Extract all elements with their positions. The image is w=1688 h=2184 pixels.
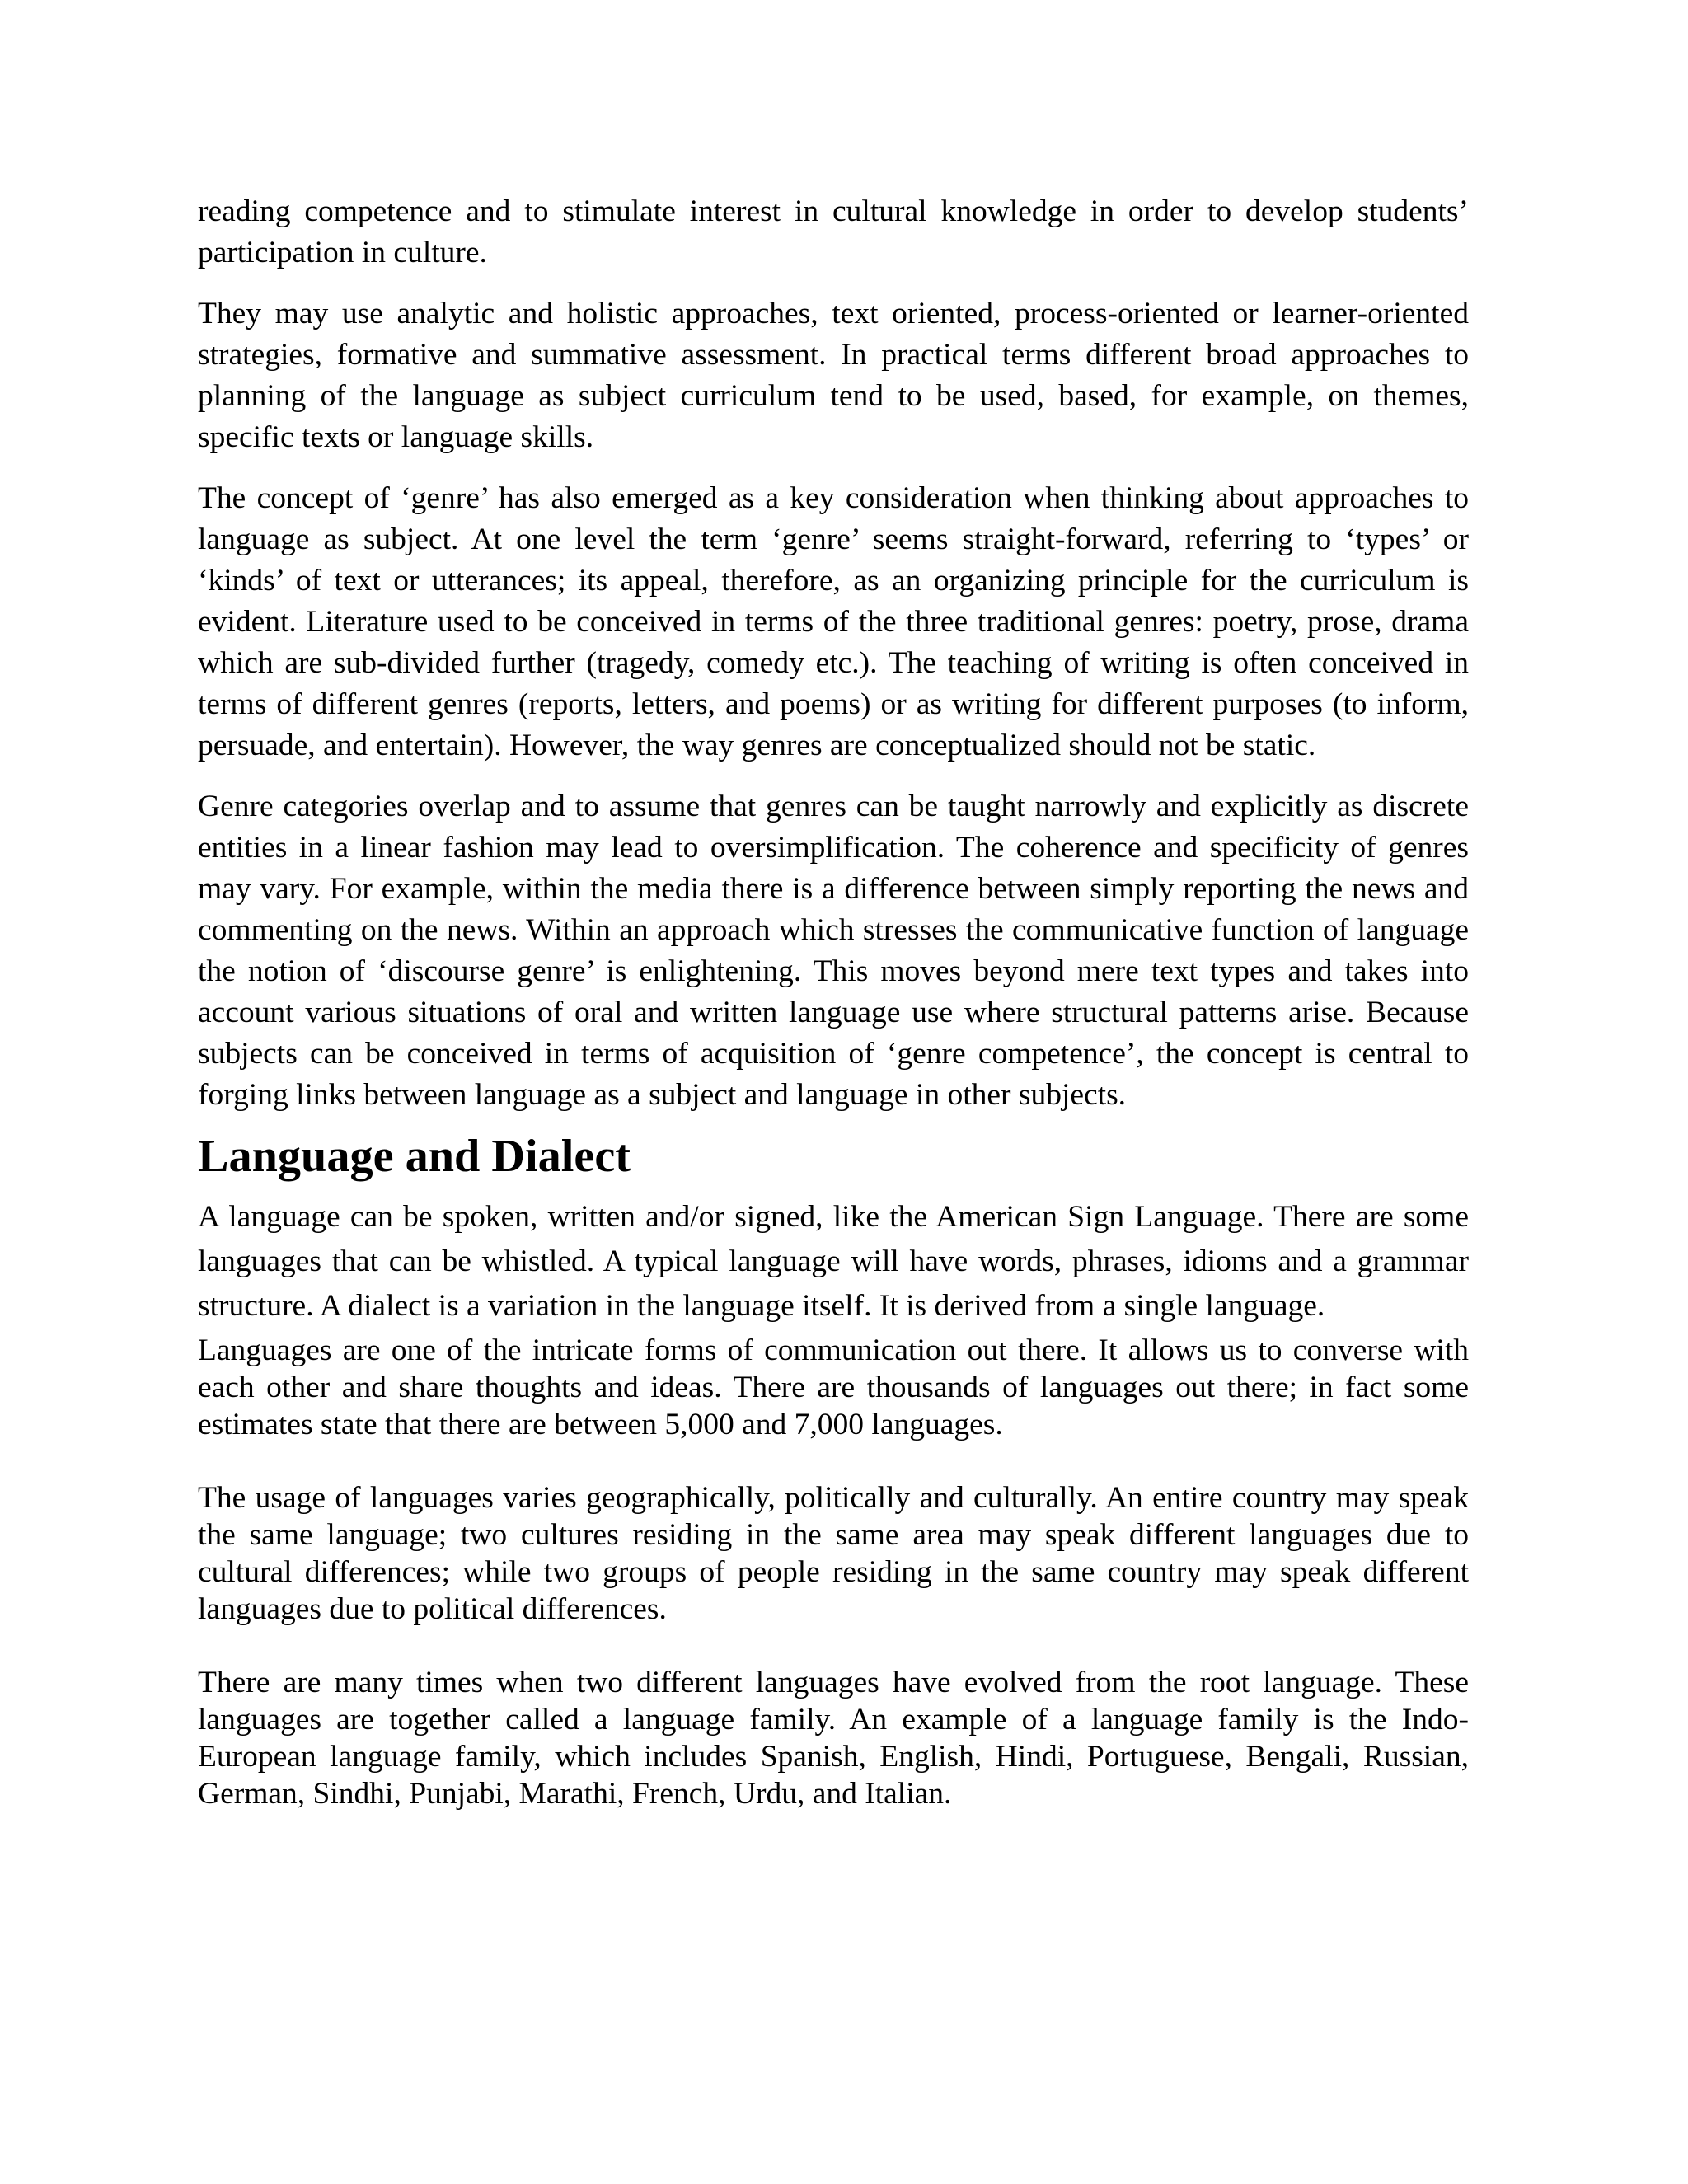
document-page <box>198 191 1469 1832</box>
paragraph-approaches: They may use analytic and holistic approaches, text oriented, process-oriented or learner-oriented strategies, formative and summative assessment. In practical terms different broad approaches to planning of the language as subject curriculum tend to be used, based, for example, on themes, specific texts or language skills. <box>198 297 1469 454</box>
paragraph-genre-categories: Genre categories overlap and to assume that genres can be taught narrowly and explicitly as discrete entities in a linear fashion may lead to oversimplification. The coherence and specificity of genres may vary. For example, within the media there is a difference between simply reporting the news and commenting on the news. Within an approach which stresses the communicative function of language the notion of ‘discourse genre’ is enlightening. This moves beyond mere text types and takes into account various situations of oral and written language use where structural patterns arise. Because subjects can be conceived in terms of acquisition of ‘genre competence’, the concept is central to forging links between language as a subject and language in other subjects. <box>198 790 1469 1112</box>
paragraph-language-definition: A language can be spoken, written and/or signed, like the American Sign Language. There are some languages that can be whistled. A typical language will have words, phrases, idioms and a grammar structure. A dialect is a variation in the language itself. It is derived from a single language. <box>198 1200 1469 1323</box>
paragraph-usage-of-languages: The usage of languages varies geographically, politically and culturally. An entire country may speak the same language; two cultures residing in the same area may speak different languages due to cultural differences; while two groups of people residing in the same country may speak different languages due to political differences. <box>198 1481 1469 1626</box>
paragraph-language-family: There are many times when two different languages have evolved from the root language. These languages are together called a language family. An example of a language family is the Indo-European language family, which includes Spanish, English, Hindi, Portuguese, Bengali, Russian, German, Sindhi, Punjabi, Marathi, French, Urdu, and Italian. <box>198 1666 1469 1811</box>
paragraph-forms-of-communication: Languages are one of the intricate forms of communication out there. It allows us to converse with each other and share thoughts and ideas. There are thousands of languages out there; in fact some estimates state that there are between 5,000 and 7,000 languages. <box>198 1333 1469 1441</box>
paragraph-concept-of-genre: The concept of ‘genre’ has also emerged as a key consideration when thinking about approaches to language as subject. At one level the term ‘genre’ seems straight-forward, referring to ‘types’ or ‘kinds’ of text or utterances; its appeal, therefore, as an organizing principle for the curriculum is evident. Literature used to be conceived in terms of the three traditional genres: poetry, prose, drama which are sub-divided further (tragedy, comedy etc.). The teaching of writing is often conceived in terms of different genres (reports, letters, and poems) or as writing for different purposes (to inform, persuade, and entertain). However, the way genres are conceptualized should not be static. <box>198 481 1469 762</box>
section-heading: Language and Dialect <box>198 1131 631 1182</box>
paragraph-reading-competence: reading competence and to stimulate interest in cultural knowledge in order to develop students’ participation in culture. <box>198 194 1469 269</box>
